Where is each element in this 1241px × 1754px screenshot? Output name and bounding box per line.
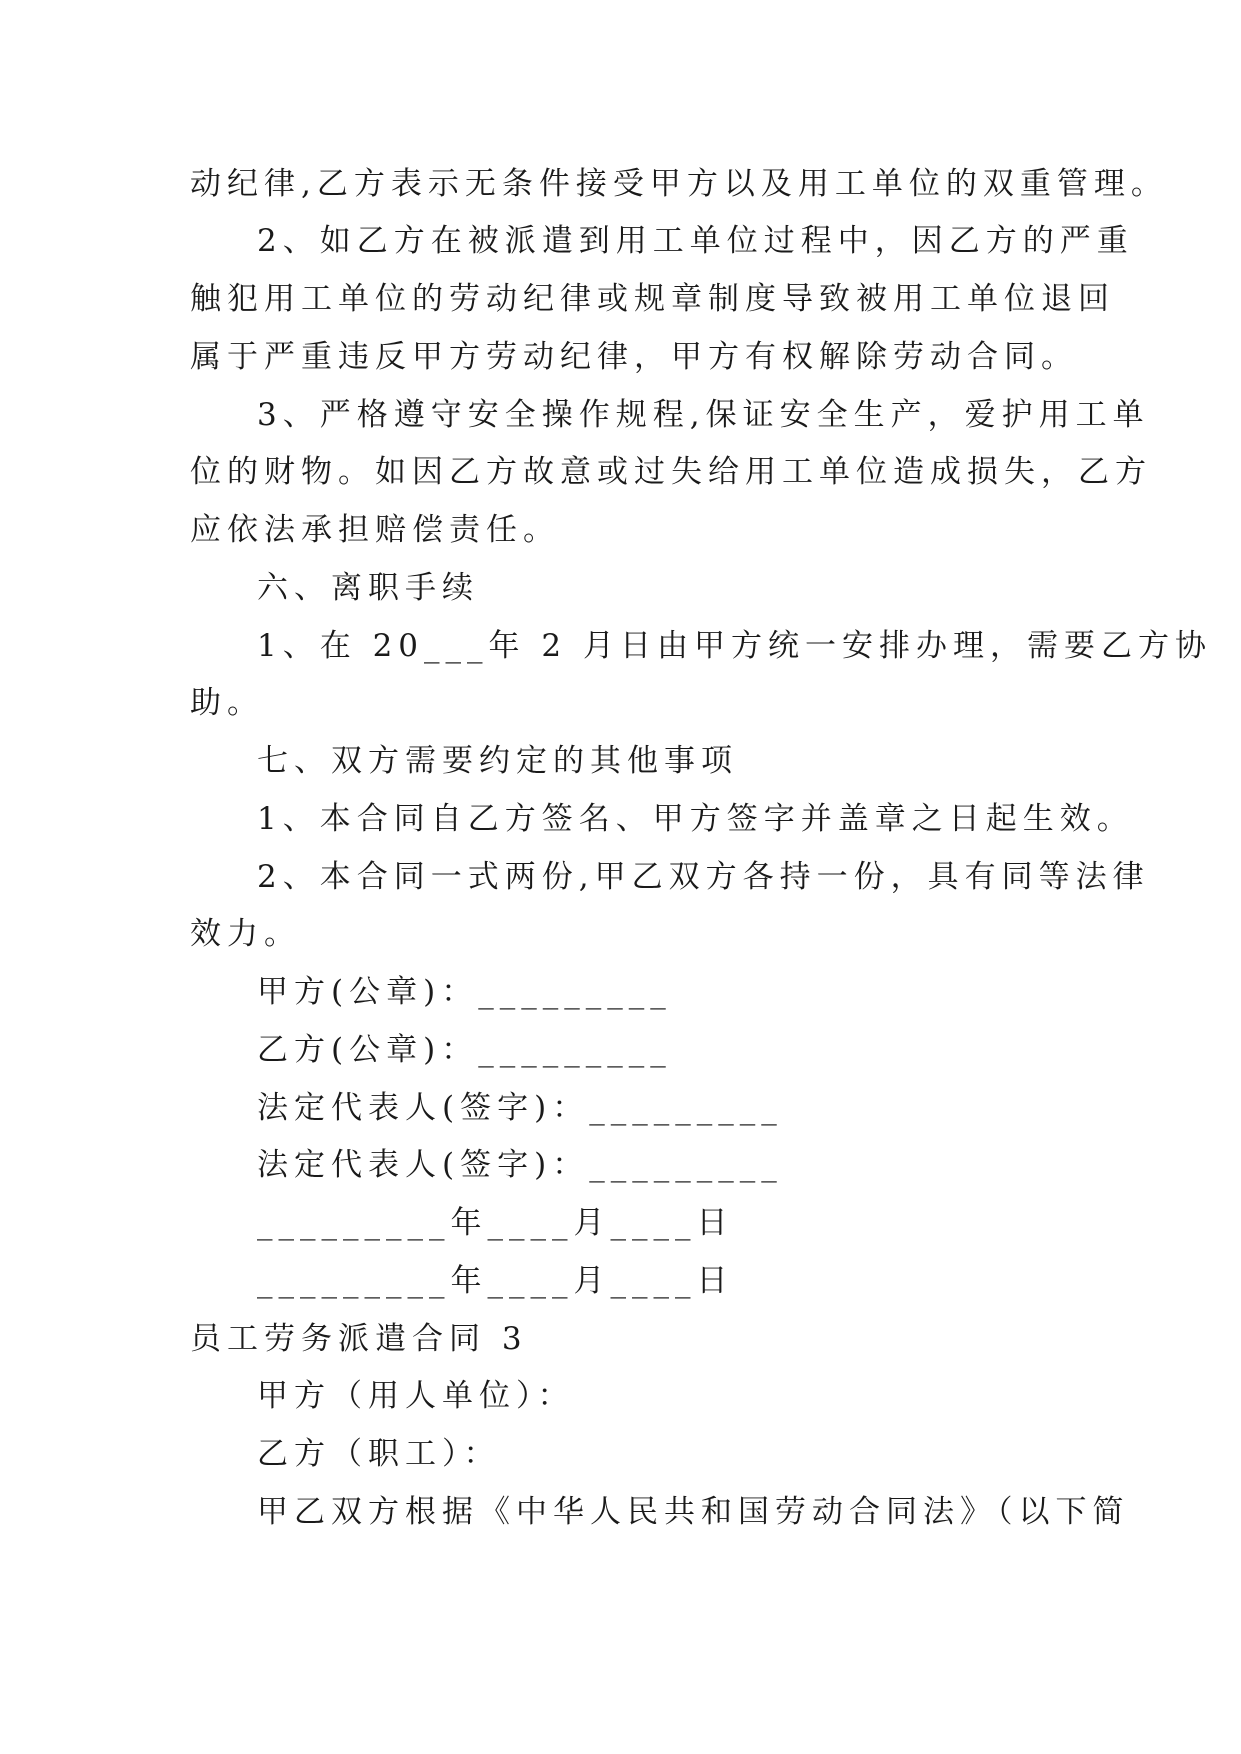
- signature-field: 法定代表人(签字)：_________: [257, 1147, 783, 1183]
- paragraph-line: 2、本合同一式两份,甲乙双方各持一份，具有同等法律: [257, 859, 1150, 895]
- section-heading: 六、离职手续: [257, 570, 479, 606]
- paragraph-line: 3、严格遵守安全操作规程,保证安全生产，爱护用工单: [257, 397, 1150, 433]
- paragraph-line: 位的财物。如因乙方故意或过失给用工单位造成损失，乙方: [190, 454, 1152, 490]
- section-heading: 七、双方需要约定的其他事项: [257, 743, 738, 779]
- document-title: 员工劳务派遣合同 3: [190, 1321, 528, 1357]
- signature-field: 乙方(公章)：_________: [257, 1032, 672, 1068]
- date-field: _________年____月____日: [257, 1205, 734, 1241]
- party-line: 甲方（用人单位）：: [257, 1378, 575, 1414]
- paragraph-line: 1、本合同自乙方签名、甲方签字并盖章之日起生效。: [257, 801, 1134, 837]
- paragraph-line: 甲乙双方根据《中华人民共和国劳动合同法》（以下简: [257, 1494, 1130, 1530]
- date-field: _________年____月____日: [257, 1263, 734, 1299]
- signature-field: 法定代表人(签字)：_________: [257, 1090, 783, 1126]
- paragraph-line: 助。: [190, 685, 264, 721]
- paragraph-line: 1、在 20___年 2 月日由甲方统一安排办理，需要乙方协: [257, 628, 1212, 664]
- signature-field: 甲方(公章)：_________: [257, 974, 672, 1010]
- party-line: 乙方（职工）：: [257, 1436, 501, 1472]
- paragraph-line: 效力。: [190, 916, 301, 952]
- paragraph-line: 动纪律,乙方表示无条件接受甲方以及用工单位的双重管理。: [190, 166, 1168, 202]
- paragraph-line: 属于严重违反甲方劳动纪律，甲方有权解除劳动合同。: [190, 339, 1078, 375]
- paragraph-line: 2、如乙方在被派遣到用工单位过程中，因乙方的严重: [257, 223, 1134, 259]
- paragraph-line: 触犯用工单位的劳动纪律或规章制度导致被用工单位退回: [190, 281, 1115, 317]
- paragraph-line: 应依法承担赔偿责任。: [190, 512, 560, 548]
